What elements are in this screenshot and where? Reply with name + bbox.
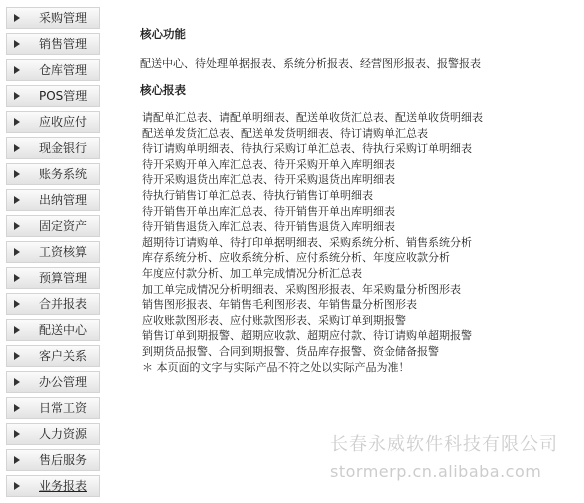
sidebar-item-label: 客户关系	[39, 349, 88, 363]
core-reports-list	[142, 110, 570, 375]
sidebar-item-label: 销售管理	[39, 37, 88, 51]
sidebar-item[interactable]	[6, 475, 100, 497]
sidebar-item[interactable]	[6, 345, 100, 367]
arrow-right-icon	[14, 326, 20, 334]
arrow-right-icon	[14, 196, 20, 204]
sidebar-item[interactable]	[6, 241, 100, 263]
report-line: 配送单发货汇总表、配送单发货明细表、待订请购单汇总表	[142, 126, 428, 140]
sidebar-item-label: 采购管理	[39, 11, 88, 25]
sidebar-item[interactable]	[6, 111, 100, 133]
watermark-url: stormerp.cn.alibaba.com	[330, 462, 542, 481]
sidebar-item[interactable]	[6, 189, 100, 211]
core-reports-title: 核心报表	[140, 83, 186, 97]
sidebar-item-label: 日常工资	[39, 401, 88, 415]
arrow-right-icon	[14, 274, 20, 282]
sidebar-item[interactable]	[6, 293, 100, 315]
sidebar-item-label: 售后服务	[39, 453, 88, 467]
sidebar-item[interactable]	[6, 33, 100, 55]
report-line: 待执行销售订单汇总表、待执行销售订单明细表	[142, 188, 373, 202]
report-line: 待开销售退货入库汇总表、待开销售退货入库明细表	[142, 220, 395, 234]
sidebar-item[interactable]	[6, 423, 100, 445]
sidebar-item[interactable]	[6, 267, 100, 289]
arrow-right-icon	[14, 456, 20, 464]
sidebar-item[interactable]	[6, 371, 100, 393]
report-line: 加工单完成情况分析明细表、采购图形报表、年采购量分析图形表	[142, 282, 461, 296]
arrow-right-icon	[14, 248, 20, 256]
report-line: 到期货品报警、合同到期报警、货品库存报警、资金储备报警	[142, 344, 439, 358]
sidebar-item[interactable]	[6, 215, 100, 237]
report-line: 库存系统分析、应收系统分析、应付系统分析、年度应收款分析	[142, 251, 450, 265]
report-line: 销售图形报表、年销售毛利图形表、年销售量分析图形表	[142, 298, 417, 312]
sidebar-item-label: POS管理	[39, 89, 88, 103]
core-functions-title: 核心功能	[140, 27, 186, 41]
arrow-right-icon	[14, 482, 20, 490]
sidebar-item-label: 办公管理	[39, 375, 88, 389]
sidebar-item-label: 出纳管理	[39, 193, 88, 207]
arrow-right-icon	[14, 404, 20, 412]
arrow-right-icon	[14, 352, 20, 360]
main-content	[140, 26, 570, 375]
sidebar-item[interactable]	[6, 59, 100, 81]
sidebar-item-label: 业务报表	[39, 479, 88, 493]
sidebar-item[interactable]	[6, 397, 100, 419]
arrow-right-icon	[14, 222, 20, 230]
sidebar-item[interactable]	[6, 7, 100, 29]
sidebar-item-label: 仓库管理	[39, 63, 88, 77]
sidebar-item-label: 固定资产	[39, 219, 88, 233]
sidebar-item[interactable]	[6, 85, 100, 107]
sidebar-item-label: 配送中心	[39, 323, 88, 337]
sidebar-item[interactable]	[6, 163, 100, 185]
arrow-right-icon	[14, 170, 20, 178]
core-functions-text: 配送中心、待处理单据报表、系统分析报表、经营图形报表、报警报表	[140, 57, 481, 70]
sidebar-nav	[6, 7, 100, 501]
report-line: 待订请购单明细表、待执行采购订单汇总表、待执行采购订单明细表	[142, 142, 472, 156]
sidebar-item[interactable]	[6, 319, 100, 341]
arrow-right-icon	[14, 40, 20, 48]
disclaimer-note: ＊ 本页面的文字与实际产品不符之处以实际产品为准！	[142, 360, 410, 374]
report-line: 超期待订请购单、待打印单据明细表、采购系统分析、销售系统分析	[142, 235, 472, 249]
sidebar-item[interactable]	[6, 449, 100, 471]
report-line: 销售订单到期报警、超期应收款、超期应付款、待订请购单超期报警	[142, 329, 472, 343]
arrow-right-icon	[14, 14, 20, 22]
sidebar-item[interactable]	[6, 137, 100, 159]
watermark-company: 长春永威软件科技有限公司	[330, 434, 558, 455]
arrow-right-icon	[14, 300, 20, 308]
sidebar-item-label: 预算管理	[39, 271, 88, 285]
arrow-right-icon	[14, 66, 20, 74]
watermark	[330, 430, 580, 481]
arrow-right-icon	[14, 430, 20, 438]
sidebar-item-label: 应收应付	[39, 115, 88, 129]
report-line: 待开采购开单入库汇总表、待开采购开单入库明细表	[142, 157, 395, 171]
report-line: 应收账款图形表、应付账款图形表、采购订单到期报警	[142, 313, 406, 327]
sidebar-item-label: 工资核算	[39, 245, 88, 259]
report-line: 待开采购退货出库汇总表、待开采购退货出库明细表	[142, 173, 395, 187]
sidebar-item-label: 账务系统	[39, 167, 88, 181]
sidebar-item-label: 人力资源	[39, 427, 88, 441]
arrow-right-icon	[14, 92, 20, 100]
report-line: 待开销售开单出库汇总表、待开销售开单出库明细表	[142, 204, 395, 218]
report-line: 年度应付款分析、加工单完成情况分析汇总表	[142, 266, 362, 280]
arrow-right-icon	[14, 118, 20, 126]
report-line: 请配单汇总表、请配单明细表、配送单收货汇总表、配送单收货明细表	[142, 111, 483, 124]
arrow-right-icon	[14, 378, 20, 386]
arrow-right-icon	[14, 144, 20, 152]
sidebar-item-label: 现金银行	[39, 141, 88, 155]
sidebar-item-label: 合并报表	[39, 297, 88, 311]
